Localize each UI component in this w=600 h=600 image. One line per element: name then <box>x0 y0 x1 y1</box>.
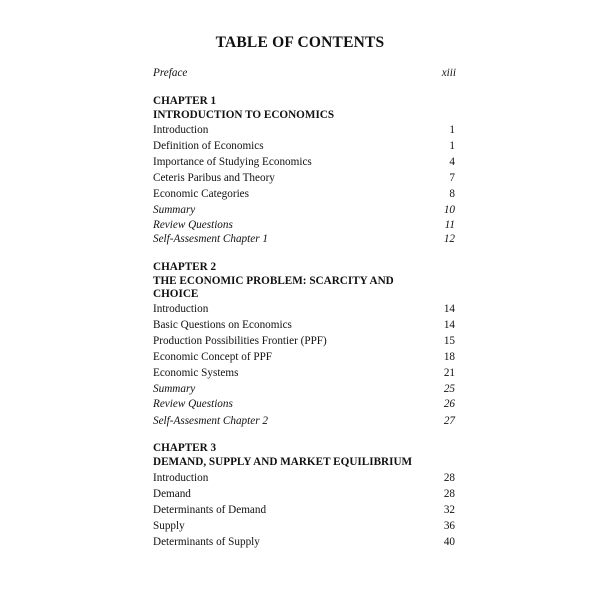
toc-entry-page: 8 <box>449 188 455 200</box>
toc-entry-page: 1 <box>449 140 455 152</box>
chapter-title: THE ECONOMIC PROBLEM: SCARCITY AND <box>153 274 394 287</box>
toc-row <box>153 413 455 429</box>
toc-row <box>153 186 455 202</box>
chapter-number: CHAPTER 3 <box>153 442 217 454</box>
toc-entry-page: 26 <box>443 398 455 410</box>
toc-entry-label: Preface <box>153 67 188 79</box>
toc-row <box>153 534 455 550</box>
toc-row <box>153 122 455 138</box>
toc-entry-label: Introduction <box>153 472 209 484</box>
toc-entry-page: 4 <box>449 156 455 168</box>
toc-row <box>153 470 455 486</box>
toc-entry-page: 36 <box>443 520 455 532</box>
chapter-title: DEMAND, SUPPLY AND MARKET EQUILIBRIUM <box>153 455 413 468</box>
toc-entry-page: 10 <box>443 204 455 216</box>
toc-entry-label: Economic Concept of PPF <box>153 351 273 363</box>
toc-entry-label: Review Questions <box>153 398 233 410</box>
toc-entry-page: 40 <box>443 536 455 548</box>
toc-row <box>153 301 455 317</box>
toc-row <box>153 381 455 397</box>
toc-row <box>153 170 455 186</box>
toc-entry-label: Introduction <box>153 303 209 315</box>
toc-entry-label: Demand <box>153 488 191 500</box>
toc-entry-page: 27 <box>443 415 455 427</box>
toc-entry-page: 7 <box>449 172 455 184</box>
toc-entry-label: Basic Questions on Economics <box>153 319 292 331</box>
toc-row <box>153 154 455 170</box>
chapter-3-heading <box>153 442 455 469</box>
page-title: TABLE OF CONTENTS <box>215 34 385 51</box>
toc-entry-page: 28 <box>443 488 455 500</box>
toc-row <box>153 333 455 349</box>
toc-entry-page: 12 <box>443 233 455 245</box>
chapter-title: INTRODUCTION TO ECONOMICS <box>153 108 335 121</box>
toc-row <box>153 317 455 333</box>
toc-entry-label: Determinants of Demand <box>153 504 267 516</box>
toc-entry-label: Economic Systems <box>153 367 239 379</box>
toc-row <box>153 396 455 412</box>
toc-entry-label: Determinants of Supply <box>153 536 260 548</box>
toc-entry-label: Review Questions <box>153 219 233 231</box>
toc-entry-label: Summary <box>153 383 196 395</box>
toc-entry-label: Definition of Economics <box>153 140 264 152</box>
toc-entry-page: xiii <box>441 67 456 79</box>
toc-entry-page: 21 <box>443 367 455 379</box>
toc-entry-page: 14 <box>443 303 455 315</box>
toc-entry-page: 18 <box>443 351 455 363</box>
toc-entry-page: 15 <box>443 335 455 347</box>
toc-row <box>153 138 455 154</box>
toc-entry-label: Ceteris Paribus and Theory <box>153 172 275 184</box>
toc-row-preface <box>153 65 456 81</box>
toc-entry-label: Self-Assesment Chapter 1 <box>153 233 268 245</box>
toc-entry-page: 14 <box>443 319 455 331</box>
toc-entry-label: Importance of Studying Economics <box>153 156 312 168</box>
toc-entry-label: Supply <box>153 520 185 532</box>
toc-row <box>153 231 455 247</box>
toc-row <box>153 502 455 518</box>
toc-row <box>153 486 455 502</box>
toc-entry-label: Economic Categories <box>153 188 249 200</box>
toc-entry-label: Self-Assesment Chapter 2 <box>153 415 268 427</box>
toc-row <box>153 365 455 381</box>
chapter-1-heading <box>153 95 455 122</box>
toc-row <box>153 202 455 218</box>
toc-row <box>153 518 455 534</box>
chapter-2-heading <box>153 261 455 302</box>
toc-entry-label: Introduction <box>153 124 209 136</box>
chapter-number: CHAPTER 1 <box>153 95 217 107</box>
toc-entry-page: 11 <box>444 219 455 231</box>
toc-entry-page: 28 <box>443 472 455 484</box>
chapter-number: CHAPTER 2 <box>153 261 217 273</box>
toc-entry-label: Summary <box>153 204 196 216</box>
toc-entry-page: 25 <box>443 383 455 395</box>
toc-row <box>153 349 455 365</box>
chapter-title: CHOICE <box>153 288 199 300</box>
toc-entry-label: Production Possibilities Frontier (PPF) <box>153 335 327 347</box>
toc-entry-page: 32 <box>443 504 455 516</box>
toc-entry-page: 1 <box>449 124 455 136</box>
